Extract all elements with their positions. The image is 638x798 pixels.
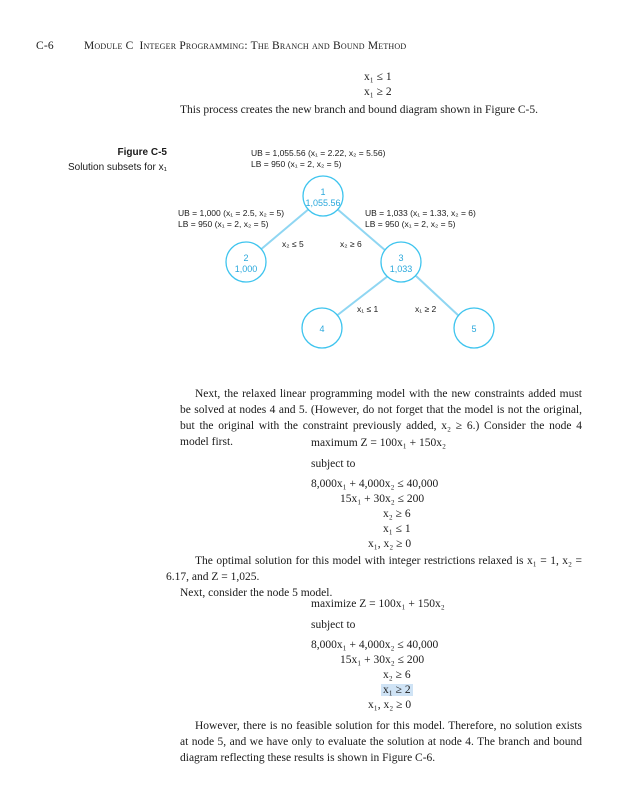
right-ub: UB = 1,033 (x₁ = 1.33, x₂ = 6) (365, 208, 476, 218)
branch-label-3-4: x₁ ≤ 1 (357, 304, 379, 314)
model5-constraint-3: x₂ ≥ 6 (383, 669, 411, 681)
branch-label-3-5: x₁ ≥ 2 (415, 304, 437, 314)
left-lb: LB = 950 (x₁ = 2, x₂ = 5) (178, 219, 269, 229)
model5-constraint-5: x₁, x₂ ≥ 0 (368, 699, 412, 711)
branch-label-1-2: x₂ ≤ 5 (282, 239, 304, 249)
model4-constraint-3: x₂ ≥ 6 (383, 508, 411, 520)
figure-label (27, 147, 167, 173)
model5-constraint-1: 8,000x₁ + 4,000x₂ ≤ 40,000 (311, 639, 439, 651)
model4-constraint-2: 15x₁ + 30x₂ ≤ 200 (340, 493, 425, 505)
model4-constraint-1: 8,000x₁ + 4,000x₂ ≤ 40,000 (311, 478, 439, 490)
highlighted-constraint: x₁ ≥ 2 (383, 684, 411, 696)
paragraph-4-text: However, there is no feasible solution for this model. Therefore, no solution exists at node 5, and we have only to evaluate the solution at node 4. The branch and bound diagram reflecting these results is shown in Figure C-6. (180, 720, 582, 764)
paragraph-optimal-solution (166, 553, 582, 601)
node-3-value: 1,033 (389, 264, 413, 274)
node-5-id: 5 (471, 324, 477, 334)
node-4-id: 4 (319, 324, 325, 334)
chapter-title: Integer Programming: The Branch and Bound Method (139, 40, 407, 52)
node-1-value: 1,055.56 (305, 198, 341, 208)
figure-number: Figure C-5 (117, 147, 167, 158)
constraint-x1-ge-2: x₁ ≥ 2 (364, 86, 392, 98)
left-ub: UB = 1,000 (x₁ = 2.5, x₂ = 5) (178, 208, 285, 218)
module-label: Module C (84, 40, 134, 52)
model5-constraint-4-highlighted (381, 684, 413, 696)
model4-objective: maximum Z = 100x₁ + 150x₂ (311, 437, 447, 449)
running-header (36, 40, 406, 52)
node-2-value: 1,000 (234, 264, 258, 274)
intro-sentence: This process creates the new branch and bound diagram shown in Figure C-5. (180, 104, 539, 116)
model5-constraint-2: 15x₁ + 30x₂ ≤ 200 (340, 654, 425, 666)
node-2-id: 2 (243, 253, 249, 263)
paragraph-2-text: The optimal solution for this model with integer restrictions relaxed is x₁ = 1, x₂ = 6.17, and Z = 1,025. (166, 555, 582, 583)
figure-caption: Solution subsets for x₁ (68, 162, 167, 173)
branch-and-bound-diagram (170, 144, 610, 354)
page-number: C-6 (36, 40, 54, 52)
model4-constraint-4: x₁ ≤ 1 (383, 523, 411, 535)
model5-subject-to: subject to (311, 619, 356, 631)
node-3-id: 3 (398, 253, 404, 263)
paragraph-1-text: Next, the relaxed linear programming model with the new constraints added must be solved at nodes 4 and 5. (However, do not forget that the model is not the original, but the original with the constraint previously added, x₂ ≥ 6.) Consider the node 4 model first. (180, 388, 582, 448)
paragraph-no-feasible (180, 718, 582, 766)
paragraph-3-text: Next, consider the node 5 model. (180, 587, 333, 599)
root-lb: LB = 950 (x₁ = 2, x₂ = 5) (251, 159, 342, 169)
model4-constraint-5: x₁, x₂ ≥ 0 (368, 538, 412, 550)
model5-objective: maximize Z = 100x₁ + 150x₂ (311, 598, 445, 610)
root-ub: UB = 1,055.56 (x₁ = 2.22, x₂ = 5.56) (251, 148, 386, 158)
right-lb: LB = 950 (x₁ = 2, x₂ = 5) (365, 219, 456, 229)
node-1-id: 1 (320, 187, 326, 197)
constraint-x1-le-1: x₁ ≤ 1 (364, 71, 392, 83)
model4-subject-to: subject to (311, 458, 356, 470)
branch-label-1-3: x₂ ≥ 6 (340, 239, 362, 249)
diagram-svg (170, 144, 610, 354)
